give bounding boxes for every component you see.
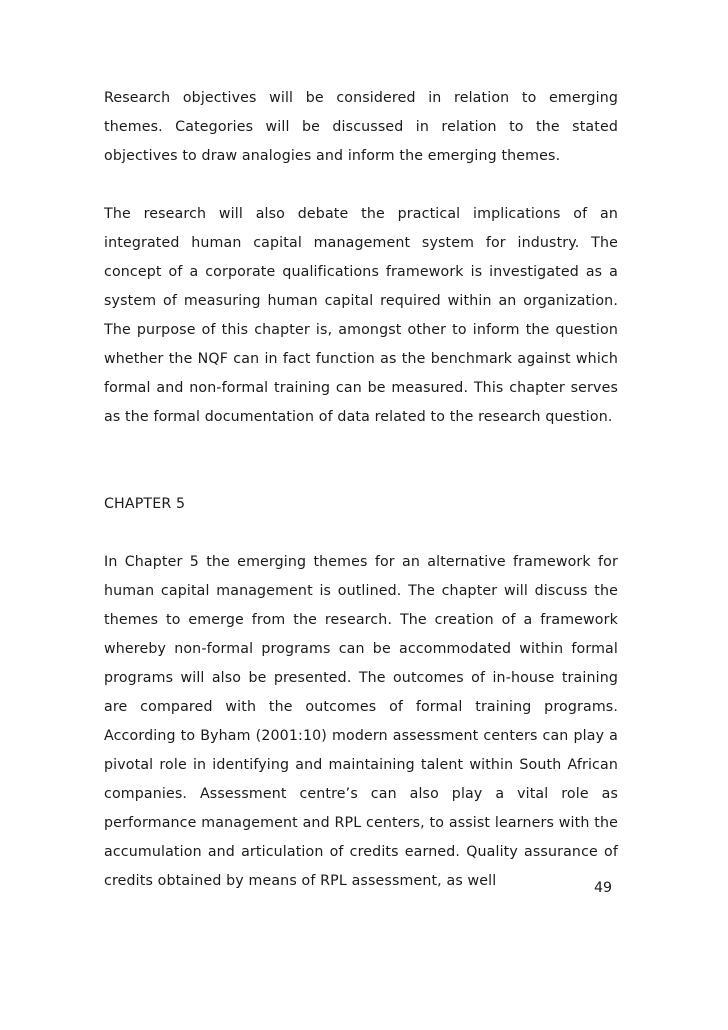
chapter-heading: CHAPTER 5	[104, 496, 186, 512]
paragraph-spacer	[104, 171, 618, 200]
paragraph-spacer	[104, 519, 618, 548]
paragraph-research-objectives: Research objectives will be considered in relation to emerging themes. Categories will be discussed in relation to the stated objectives to draw analogies and inform the emerging themes.	[104, 90, 618, 164]
paragraph-practical-implications: The research will also debate the practical implications of an integrated human capital management system for industry. The concept of a corporate qualifications framework is investigated as a system of measuring human capital required within an organization. The purpose of this chapter is, amongst other to inform the question whether the NQF can in fact function as the benchmark against which formal and non-formal training can be measured. This chapter serves as the formal documentation of data related to the research question.	[104, 206, 618, 425]
page-number: 49	[594, 880, 613, 896]
section-spacer	[104, 432, 618, 490]
paragraph-chapter-5-summary: In Chapter 5 the emerging themes for an alternative framework for human capital management is outlined. The chapter will discuss the themes to emerge from the research. The creation of a framework whereby non-formal programs can be accommodated within formal programs will also be presented. The outcomes of in-house training are compared with the outcomes of formal training programs. According to Byham (2001:10) modern assessment centers can play a pivotal role in identifying and maintaining talent within South African companies. Assessment centre’s can also play a vital role as performance management and RPL centers, to assist learners with the accumulation and articulation of credits earned. Quality assurance of credits obtained by means of RPL assessment, as well	[104, 554, 618, 889]
document-body	[104, 84, 618, 896]
